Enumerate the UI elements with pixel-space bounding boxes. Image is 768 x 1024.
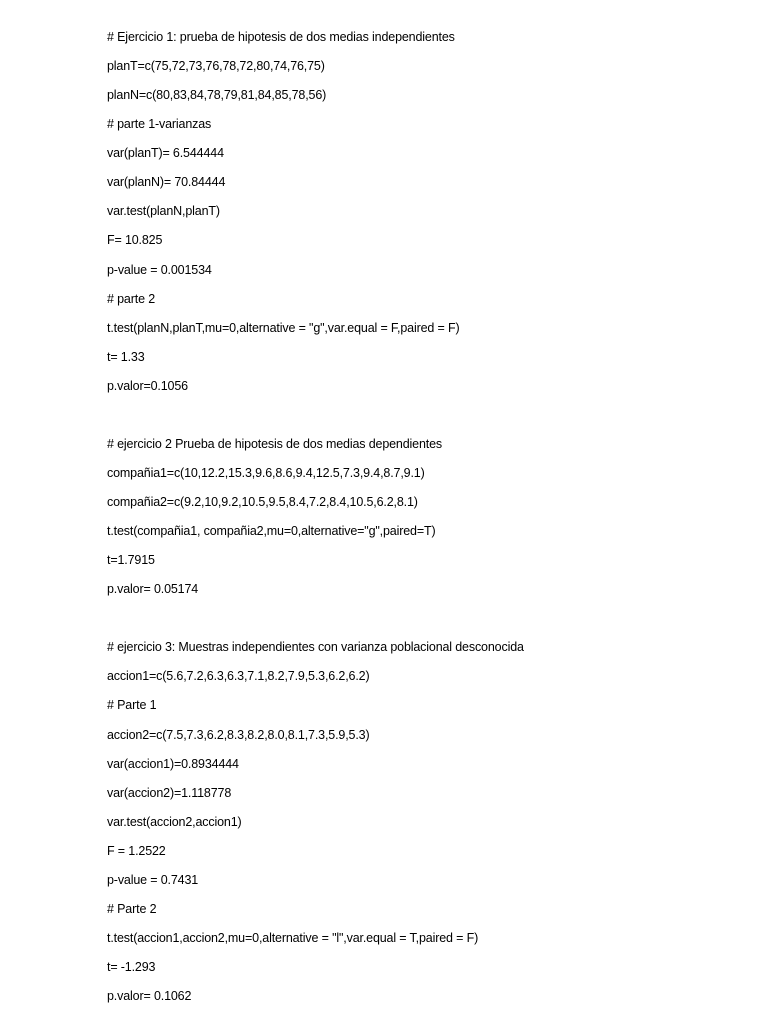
ejercicio1-heading: # Ejercicio 1: prueba de hipotesis de dos medias independientes	[107, 30, 455, 44]
var-accion2-result: var(accion2)=1.118778	[107, 786, 232, 800]
compania2-assignment: compañia2=c(9.2,10,9.2,10.5,9.5,8.4,7.2,8.4,10.5,6.2,8.1)	[107, 495, 418, 509]
t-test-call: t.test(accion1,accion2,mu=0,alternative = "l",var.equal = T,paired = F)	[107, 931, 479, 945]
compania1-assignment: compañia1=c(10,12.2,15.3,9.6,8.6,9.4,12.5,7.3,9.4,8.7,9.1)	[107, 466, 425, 480]
f-statistic: F= 10.825	[107, 233, 163, 247]
var-plant-result: var(planT)= 6.544444	[107, 146, 224, 160]
parte1-comment: # Parte 1	[107, 698, 157, 712]
p-valor-line: p.valor= 0.05174	[107, 582, 199, 596]
p-value-line: p-value = 0.001534	[107, 263, 212, 277]
t-test-paired-call: t.test(compañia1, compañia2,mu=0,alternative="g",paired=T)	[107, 524, 436, 538]
var-plann-result: var(planN)= 70.84444	[107, 175, 226, 189]
plann-assignment: planN=c(80,83,84,78,79,81,84,85,78,56)	[107, 88, 327, 102]
parte2-comment: # parte 2	[107, 292, 155, 306]
var-test-call: var.test(planN,planT)	[107, 204, 220, 218]
var-test-call: var.test(accion2,accion1)	[107, 815, 242, 829]
parte2-comment: # Parte 2	[107, 902, 157, 916]
accion1-assignment: accion1=c(5.6,7.2,6.3,6.3,7.1,8.2,7.9,5.3,6.2,6.2)	[107, 669, 370, 683]
f-statistic: F = 1.2522	[107, 844, 166, 858]
plant-assignment: planT=c(75,72,73,76,78,72,80,74,76,75)	[107, 59, 325, 73]
var-accion1-result: var(accion1)=0.8934444	[107, 757, 239, 771]
accion2-assignment: accion2=c(7.5,7.3,6.2,8.3,8.2,8.0,8.1,7.3,5.9,5.3)	[107, 728, 370, 742]
t-statistic: t=1.7915	[107, 553, 155, 567]
p-valor-line: p.valor= 0.1062	[107, 989, 192, 1003]
p-value-line: p-value = 0.7431	[107, 873, 199, 887]
ejercicio2-heading: # ejercicio 2 Prueba de hipotesis de dos medias dependientes	[107, 437, 442, 451]
t-test-call: t.test(planN,planT,mu=0,alternative = "g",var.equal = F,paired = F)	[107, 321, 460, 335]
ejercicio3-heading: # ejercicio 3: Muestras independientes con varianza poblacional desconocida	[107, 640, 524, 654]
t-statistic: t= 1.33	[107, 350, 145, 364]
p-valor-line: p.valor=0.1056	[107, 379, 188, 393]
parte1-varianzas-comment: # parte 1-varianzas	[107, 117, 212, 131]
t-statistic: t= -1.293	[107, 960, 156, 974]
